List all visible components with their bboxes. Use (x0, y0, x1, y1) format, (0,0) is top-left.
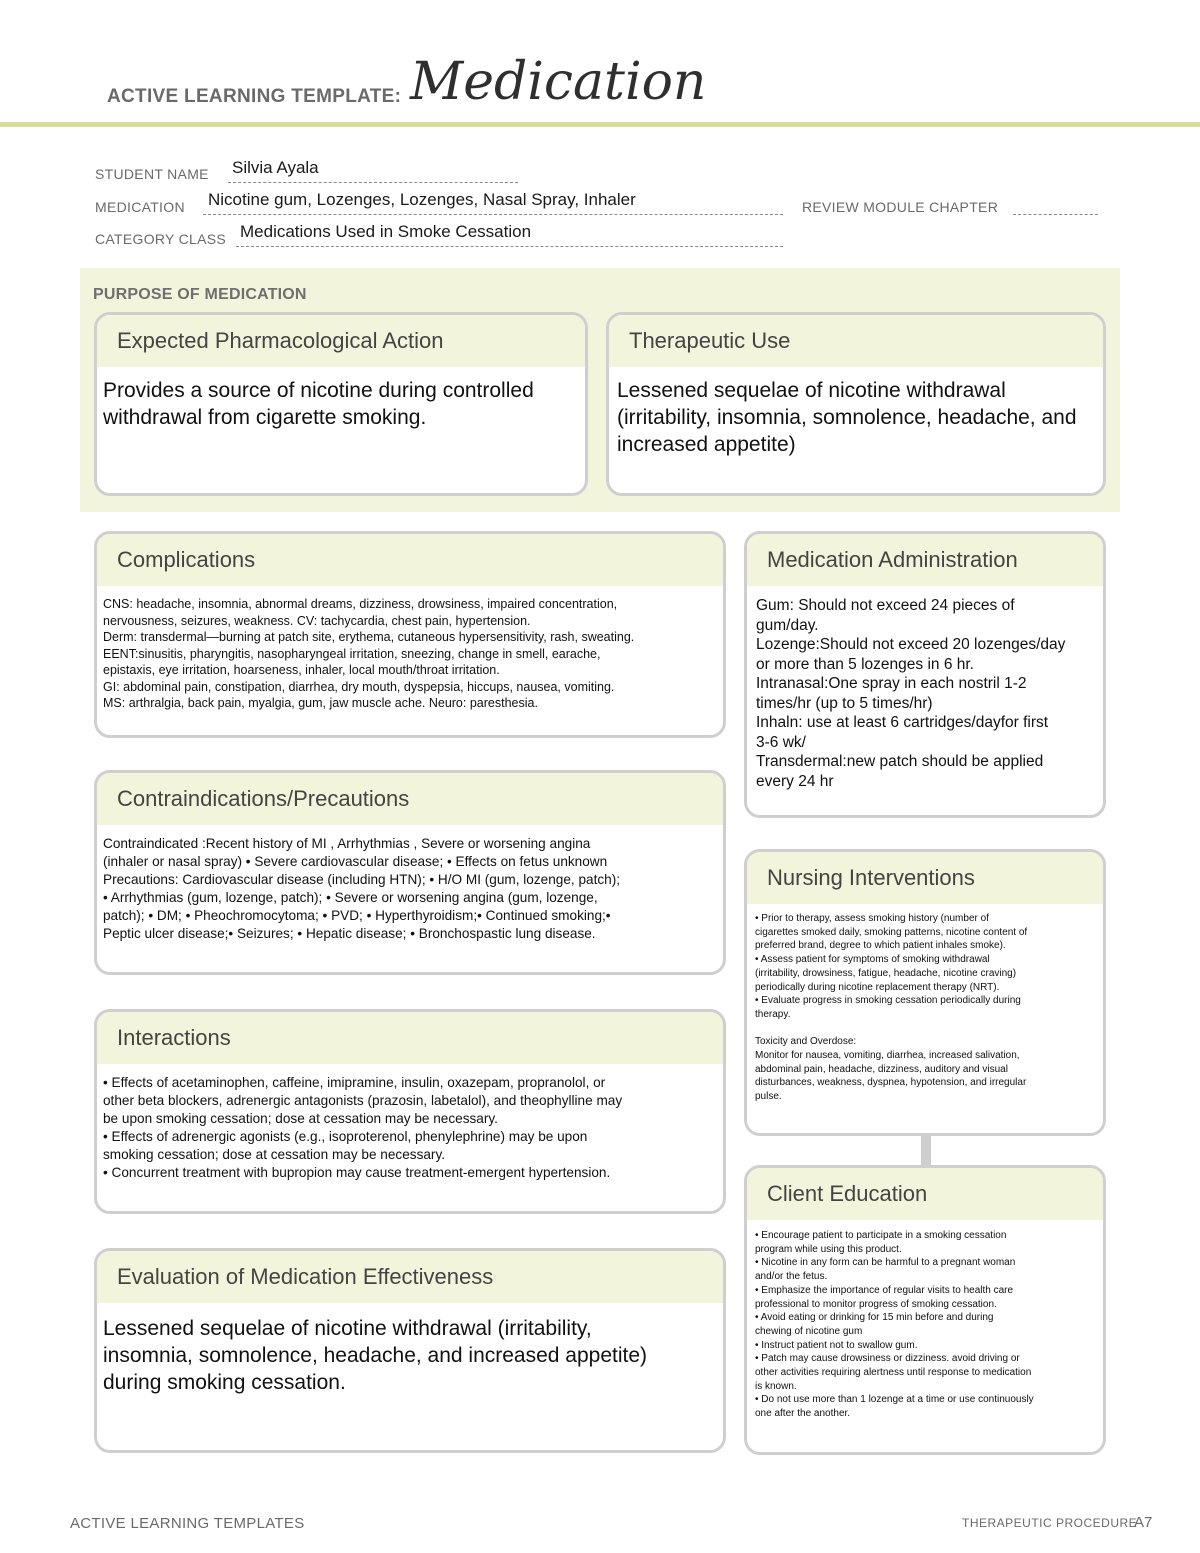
contraindications-line: • Arrhythmias (gum, lozenge, patch); • Severe or worsening angina (gum, lozenge, (103, 890, 598, 905)
complications-header (97, 534, 723, 586)
administration-line: Intranasal:One spray in each nostril 1-2 (756, 675, 1027, 692)
client-education-box (744, 1165, 1106, 1455)
expected-action-title: Expected Pharmacological Action (117, 328, 444, 353)
client-education-title: Client Education (767, 1181, 928, 1206)
administration-title: Medication Administration (767, 547, 1018, 572)
student-name-label: STUDENT NAME (95, 166, 209, 182)
medication-line (203, 214, 783, 215)
education-line: • Do not use more than 1 lozenge at a time or use continuously (755, 1394, 1034, 1406)
evaluation-text[interactable]: Lessened sequelae of nicotine withdrawal (irritability, insomnia, somnolence, headache, and increased appetite) during smoking cessation. (103, 1317, 648, 1394)
interactions-line: • Concurrent treatment with bupropion may cause treatment-emergent hypertension. (103, 1165, 611, 1180)
interactions-line: other beta blockers, adrenergic antagonists (prazosin, labetalol), and theophylline may (103, 1093, 623, 1108)
education-line: • Encourage patient to participate in a smoking cessation (755, 1230, 1007, 1241)
complications-line: epistaxis, eye irritation, hoarseness, inhaler, local mouth/throat irritation. (103, 663, 500, 677)
category-class-value[interactable]: Medications Used in Smoke Cessation (240, 222, 532, 241)
nursing-interventions-header (747, 852, 1103, 904)
expected-action-header (97, 315, 585, 367)
nursing-line: • Evaluate progress in smoking cessation periodically during (755, 995, 1021, 1007)
nursing-line: pulse. (755, 1091, 782, 1103)
contraindications-text[interactable] (97, 825, 723, 949)
therapeutic-use-box (606, 312, 1106, 496)
therapeutic-use-header (609, 315, 1103, 367)
nursing-line: • Assess patient for symptoms of smoking withdrawal (755, 954, 990, 966)
education-line: chewing of nicotine gum (755, 1325, 863, 1337)
complications-box (94, 531, 726, 738)
connector-line (921, 1133, 931, 1165)
administration-line: 3-6 wk/ (756, 733, 806, 751)
contraindications-header (97, 773, 723, 825)
nursing-interventions-title: Nursing Interventions (767, 865, 975, 890)
category-class-label: CATEGORY CLASS (95, 231, 227, 247)
header-divider (0, 122, 1200, 127)
complications-line: CNS: headache, insomnia, abnormal dreams, dizziness, drowsiness, impaired concentration, (103, 597, 618, 611)
interactions-line: be upon smoking cessation; dose at cessation may be necessary. (103, 1111, 498, 1126)
therapeutic-use-title: Therapeutic Use (629, 328, 791, 353)
complications-line: MS: arthralgia, back pain, myalgia, gum, jaw muscle ache. Neuro: paresthesia. (103, 696, 538, 710)
client-education-header (747, 1168, 1103, 1220)
review-module-label: REVIEW MODULE CHAPTER (802, 199, 999, 215)
contraindications-line: Contraindicated :Recent history of MI , Arrhythmias , Severe or worsening angina (103, 836, 591, 851)
interactions-line: • Effects of adrenergic agonists (e.g., isoproterenol, phenylephrine) may be upon (103, 1129, 588, 1144)
page-title: Medication (410, 52, 707, 112)
administration-line: Gum: Should not exceed 24 pieces of (756, 597, 1015, 614)
contraindications-line: (inhaler or nasal spray) • Severe cardiovascular disease; • Effects on fetus unknown (103, 854, 608, 869)
student-name-value[interactable]: Silvia Ayala (232, 158, 319, 177)
complications-text[interactable] (97, 586, 723, 718)
student-name-line (228, 182, 518, 183)
education-line: one after the another. (755, 1408, 851, 1420)
nursing-interventions-text[interactable] (747, 904, 1103, 1110)
administration-line: gum/day. (756, 616, 819, 634)
administration-line: or more than 5 lozenges in 6 hr. (756, 655, 974, 673)
complications-line: Derm: transdermal—burning at patch site, erythema, cutaneous hypersensitivity, rash, sweating. (103, 630, 635, 644)
education-line: other activities requiring alertness until response to medication (755, 1367, 1032, 1379)
evaluation-box (94, 1248, 726, 1453)
education-line: • Nicotine in any form can be harmful to a pregnant woman (755, 1257, 1016, 1269)
expected-action-text[interactable]: Provides a source of nicotine during controlled withdrawal from cigarette smoking. (103, 379, 534, 429)
evaluation-title: Evaluation of Medication Effectiveness (117, 1264, 494, 1289)
administration-header (747, 534, 1103, 586)
administration-line: times/hr (up to 5 times/hr) (756, 694, 933, 712)
contraindications-line: Precautions: Cardiovascular disease (including HTN); • H/O MI (gum, lozenge, patch); (103, 872, 621, 887)
administration-line: Transdermal:new patch should be applied (756, 753, 1044, 770)
nursing-interventions-box (744, 849, 1106, 1136)
education-line: program while using this product. (755, 1243, 902, 1255)
contraindications-line: Peptic ulcer disease;• Seizures; • Hepatic disease; • Bronchospastic lung disease. (103, 926, 596, 941)
education-line: • Patch may cause drowsiness or dizziness. avoid driving or (755, 1353, 1020, 1365)
interactions-title: Interactions (117, 1025, 231, 1050)
footer-left: ACTIVE LEARNING TEMPLATES (70, 1515, 305, 1532)
education-line: professional to monitor progress of smoking cessation. (755, 1298, 997, 1310)
administration-text[interactable] (747, 586, 1103, 797)
medication-value[interactable]: Nicotine gum, Lozenges, Lozenges, Nasal Spray, Inhaler (208, 190, 636, 209)
complications-line: GI: abdominal pain, constipation, diarrhea, dry mouth, dyspepsia, hiccups, nausea, vomiting. (103, 679, 615, 694)
nursing-line: periodically during nicotine replacement therapy (NRT). (755, 981, 1000, 993)
nursing-line: disturbances, weakness, dyspnea, hypotension, and irregular (755, 1077, 1027, 1089)
evaluation-header (97, 1251, 723, 1303)
nursing-line: • Prior to therapy, assess smoking history (number of (755, 913, 989, 924)
education-line: is known. (755, 1380, 797, 1392)
contraindications-title: Contraindications/Precautions (117, 786, 410, 811)
interactions-line: • Effects of acetaminophen, caffeine, imipramine, insulin, oxazepam, propranolol, or (103, 1075, 606, 1090)
page-number: A7 (1134, 1514, 1153, 1531)
therapeutic-use-text[interactable]: Lessened sequelae of nicotine withdrawal (irritability, insomnia, somnolence, headache, and increased appetite) (617, 379, 1077, 456)
interactions-line: smoking cessation; dose at cessation may be necessary. (103, 1147, 446, 1162)
nursing-line: (irritability, drowsiness, fatigue, headache, nicotine craving) (755, 967, 1017, 979)
nursing-line: Toxicity and Overdose: (755, 1036, 857, 1048)
purpose-title: PURPOSE OF MEDICATION (93, 286, 307, 303)
contraindications-line: patch); • DM; • Pheochromocytoma; • PVD; • Hyperthyroidism;• Continued smoking;• (103, 908, 611, 923)
complications-title: Complications (117, 547, 256, 572)
template-label: ACTIVE LEARNING TEMPLATE: (107, 86, 402, 107)
administration-line: Inhaln: use at least 6 cartridges/dayfor first (756, 714, 1049, 731)
contraindications-box (94, 770, 726, 975)
nursing-line: preferred brand, degree to which patient inhales smoke). (755, 940, 1006, 952)
education-line: • Emphasize the importance of regular visits to health care (755, 1284, 1014, 1296)
administration-line: every 24 hr (756, 772, 834, 790)
nursing-line (755, 1022, 1097, 1036)
interactions-header (97, 1012, 723, 1064)
education-line: • Instruct patient not to swallow gum. (755, 1339, 918, 1351)
administration-box (744, 531, 1106, 818)
administration-line: Lozenge:Should not exceed 20 lozenges/day (756, 636, 1066, 653)
complications-line: EENT:sinusitis, pharyngitis, nasopharyngeal irritation, sneezing, change in smell, earache, (103, 646, 601, 661)
category-class-line (236, 246, 783, 247)
nursing-line: Monitor for nausea, vomiting, diarrhea, increased salivation, (755, 1050, 1020, 1062)
nursing-line: therapy. (755, 1008, 791, 1020)
complications-line: nervousness, seizures, weakness. CV: tachycardia, chest pain, hypertension. (103, 613, 531, 628)
nursing-line: cigarettes smoked daily, smoking patterns, nicotine content of (755, 926, 1028, 938)
education-line: and/or the fetus. (755, 1271, 828, 1283)
review-module-line[interactable] (1013, 214, 1098, 215)
client-education-text[interactable] (747, 1220, 1103, 1427)
expected-action-box (94, 312, 588, 496)
medication-label: MEDICATION (95, 199, 185, 215)
nursing-line: abdominal pain, headache, dizziness, auditory and visual (755, 1063, 1008, 1075)
interactions-box (94, 1009, 726, 1214)
education-line: • Avoid eating or drinking for 15 min before and during (755, 1312, 994, 1324)
interactions-text[interactable] (97, 1064, 723, 1188)
footer-right: THERAPEUTIC PROCEDURE (962, 1516, 1138, 1530)
